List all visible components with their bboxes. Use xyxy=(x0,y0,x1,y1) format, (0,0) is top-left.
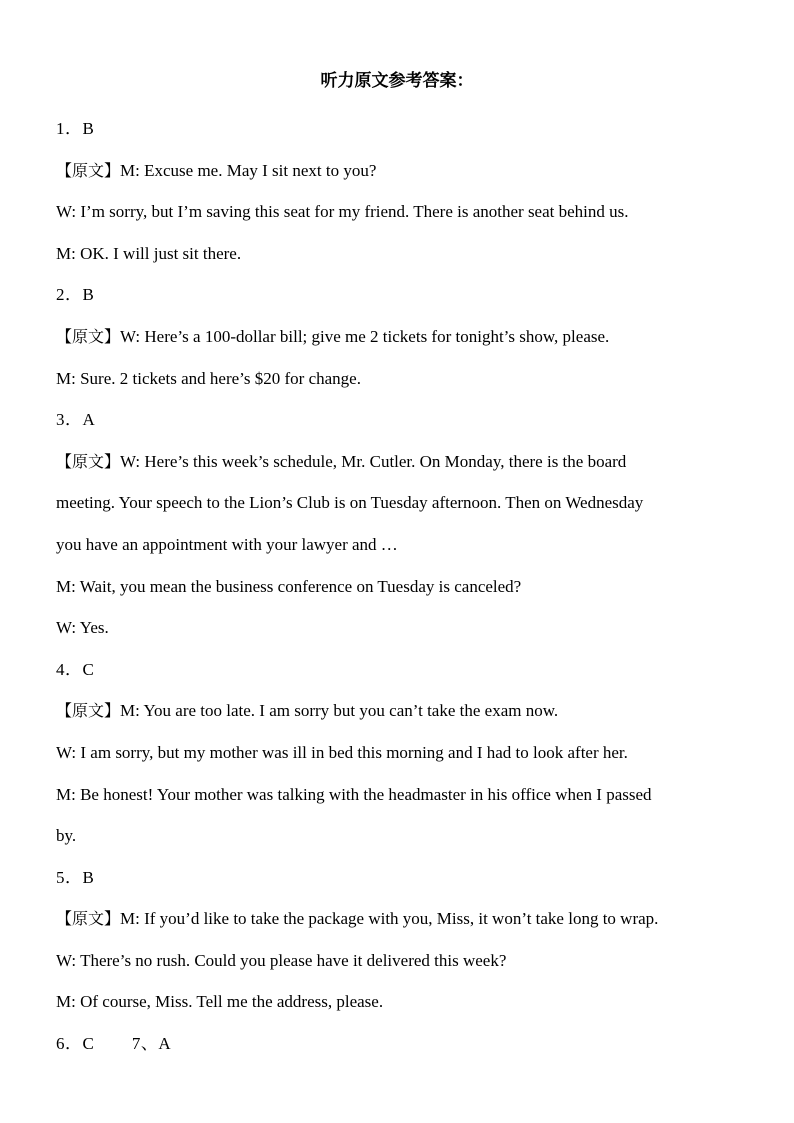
dialogue-text: M: Of course, Miss. Tell me the address, please. xyxy=(56,992,384,1012)
page-title: 听力原文参考答案： xyxy=(320,71,474,91)
dialogue-text: M: If you’d like to take the package with you, Miss, it won’t take long to wrap. xyxy=(120,909,659,929)
dialogue-text: W: I am sorry, but my mother was ill in bed this morning and I had to look after her. xyxy=(56,742,628,762)
transcript-line xyxy=(56,981,746,1023)
transcript-line xyxy=(56,815,746,857)
transcript-line xyxy=(56,940,746,982)
transcript-tag: 【原文】 xyxy=(56,326,121,346)
dialogue-text: W: I’m sorry, but I’m saving this seat for my friend. There is another seat behind us. xyxy=(56,202,629,222)
dialogue-text: by. xyxy=(56,826,77,846)
transcript-tag: 【原文】 xyxy=(56,909,121,929)
dialogue-text: you have an appointment with your lawyer and … xyxy=(56,534,398,554)
transcript-tag: 【原文】 xyxy=(56,701,121,721)
question-number: 3． xyxy=(56,410,83,430)
answer-line xyxy=(56,649,746,691)
question-number: 2． xyxy=(56,285,83,305)
dialogue-text: M: Wait, you mean the business conference on Tuesday is canceled? xyxy=(56,576,522,596)
transcript-line xyxy=(56,441,746,483)
answer-letter: B xyxy=(82,119,94,138)
answer-line xyxy=(56,857,746,899)
question-number: 5． xyxy=(56,867,83,887)
transcript-line xyxy=(56,358,746,400)
transcript-tag: 【原文】 xyxy=(56,451,121,471)
transcript-line xyxy=(56,191,746,233)
dialogue-text: W: Here’s this week’s schedule, Mr. Cutler. On Monday, there is the board xyxy=(120,451,627,471)
dialogue-text: M: You are too late. I am sorry but you can’t take the exam now. xyxy=(120,701,559,721)
transcript-line xyxy=(56,566,746,608)
question-number: 4． xyxy=(56,659,83,679)
answer-letter: A xyxy=(82,410,95,430)
transcript-line xyxy=(56,607,746,649)
transcript-line xyxy=(56,233,746,275)
answer-line xyxy=(56,274,746,316)
answer-letter: C xyxy=(82,1034,94,1054)
dialogue-text: M: Sure. 2 tickets and here’s $20 for change. xyxy=(56,368,361,388)
question-number: 6． xyxy=(56,1034,83,1054)
answer-line xyxy=(56,399,746,441)
answer-letter: B xyxy=(82,285,94,305)
transcript-line xyxy=(56,774,746,816)
dialogue-text: W: Yes. xyxy=(56,618,109,638)
transcript-line xyxy=(56,150,746,192)
question-number: 7、 xyxy=(131,1034,159,1054)
question-number: 1． xyxy=(56,119,83,138)
dialogue-text: W: Here’s a 100-dollar bill; give me 2 tickets for tonight’s show, please. xyxy=(120,326,610,346)
dialogue-text: M: OK. I will just sit there. xyxy=(56,243,242,263)
transcript-line xyxy=(56,690,746,732)
answer-letter: B xyxy=(82,867,94,887)
answer-letter: C xyxy=(82,659,94,679)
answer-line xyxy=(56,108,746,150)
dialogue-text: M: Excuse me. May I sit next to you? xyxy=(120,160,377,180)
dialogue-text: M: Be honest! Your mother was talking with the headmaster in his office when I passed xyxy=(56,784,652,804)
answer-line xyxy=(56,1023,746,1065)
transcript-line xyxy=(56,524,746,566)
answer-letter: A xyxy=(158,1034,171,1054)
dialogue-text: meeting. Your speech to the Lion’s Club is on Tuesday afternoon. Then on Wednesday xyxy=(56,493,644,513)
transcript-line xyxy=(56,898,746,940)
transcript-tag: 【原文】 xyxy=(56,160,121,180)
transcript-content xyxy=(56,108,746,1065)
transcript-line xyxy=(56,482,746,524)
transcript-line xyxy=(56,732,746,774)
dialogue-text: W: There’s no rush. Could you please have it delivered this week? xyxy=(56,950,507,970)
transcript-line xyxy=(56,316,746,358)
